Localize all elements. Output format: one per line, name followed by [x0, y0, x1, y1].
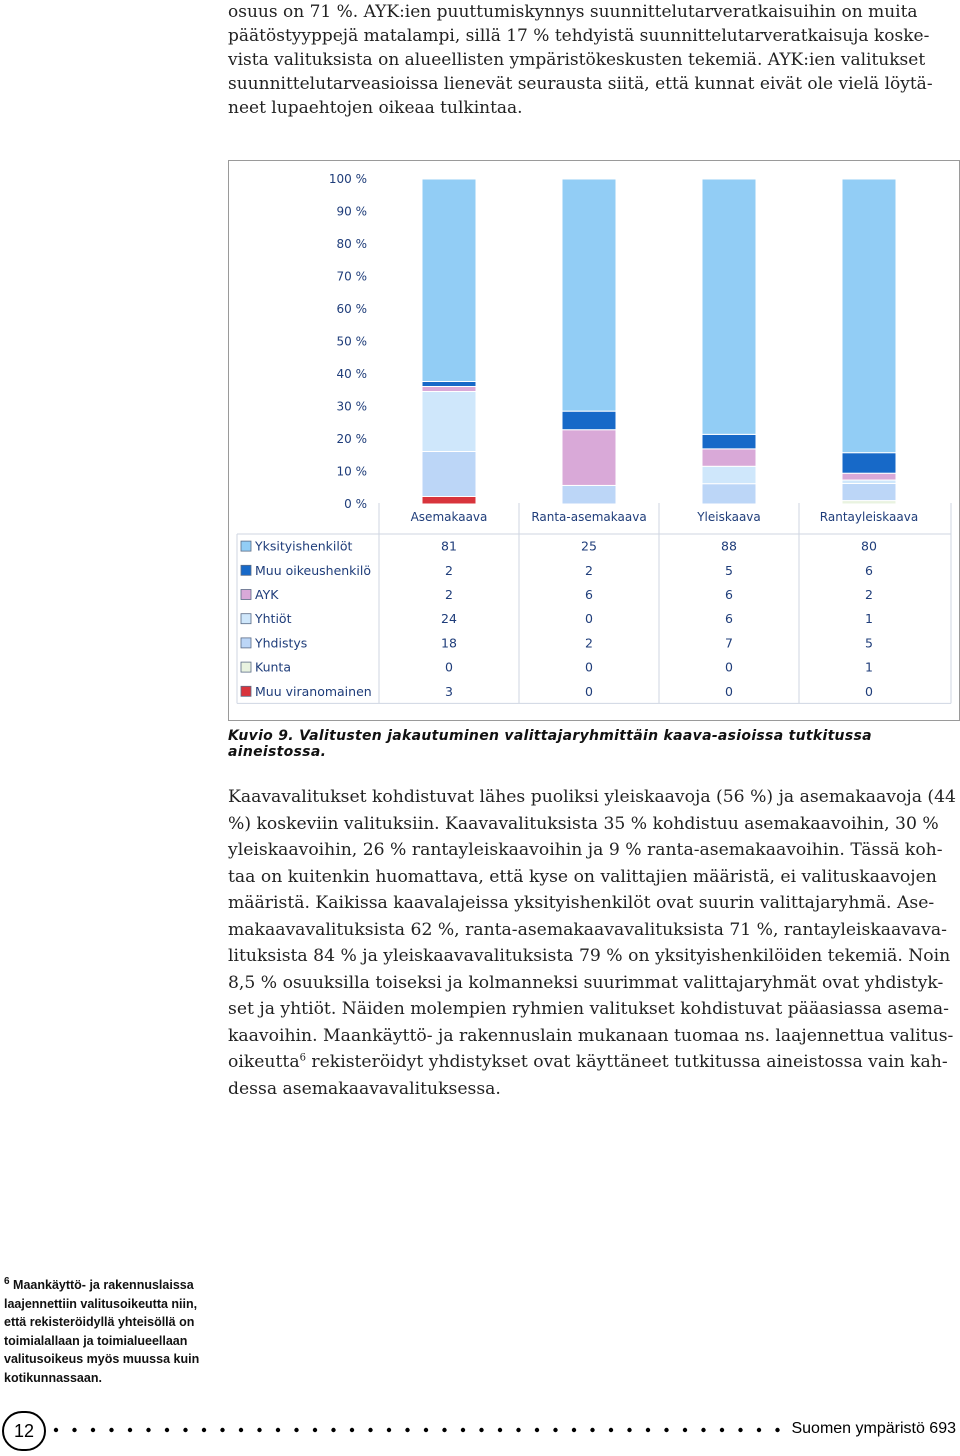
leader-dot: [498, 1428, 502, 1432]
leader-dot: [220, 1428, 224, 1432]
bar-segment: [702, 434, 756, 449]
footnote-line: kotikunnassaan.: [4, 1370, 102, 1385]
body-line: lituksista 84 % ja yleiskaavavalituksista 79 % on yksityishenkilöiden tekemiä. Noin: [228, 946, 951, 966]
bar-segment: [702, 449, 756, 466]
leader-dot: [757, 1428, 761, 1432]
legend-label: Kunta: [255, 659, 291, 675]
leader-dot: [294, 1428, 298, 1432]
stacked-bar-chart: [229, 161, 959, 720]
chart-figure: [228, 160, 960, 721]
table-value: 3: [445, 683, 453, 699]
bar-segment: [562, 430, 616, 486]
bar-segment: [562, 485, 616, 504]
body-line: kaavoihin. Maankäyttö- ja rakennuslain mukanaan tuomaa ns. laajennettua valitus-: [228, 1025, 954, 1046]
legend-label: Yhdistys: [255, 635, 308, 651]
legend-swatch: [241, 590, 251, 600]
leader-dot: [109, 1428, 113, 1432]
bar-segment: [842, 473, 896, 480]
bar-segment: [422, 382, 476, 387]
leader-dot: [664, 1428, 668, 1432]
bar-segment: [842, 483, 896, 500]
leader-dot: [646, 1428, 650, 1432]
table-value: 25: [581, 538, 597, 554]
publication-title: Suomen ympäristö 693: [791, 1420, 956, 1437]
leader-dot: [405, 1428, 409, 1432]
leader-dot: [387, 1428, 391, 1432]
y-tick-label: 10 %: [336, 464, 367, 479]
bar-segment: [422, 452, 476, 497]
leader-dot: [202, 1428, 206, 1432]
category-label: Rantayleiskaava: [819, 510, 919, 524]
bar-segment: [702, 179, 756, 434]
table-value: 88: [721, 538, 737, 554]
leader-dot: [738, 1428, 742, 1432]
y-tick-label: 90 %: [336, 204, 367, 219]
leader-dot: [720, 1428, 724, 1432]
legend-label: Muu viranomainen: [255, 683, 372, 699]
table-value: 24: [441, 611, 457, 627]
intro-line: vista valituksista on alueellisten ympäristökeskusten tekemiä. AYK:ien valitukset: [228, 50, 926, 70]
footnote-line: että rekisteröidyllä yhteisöllä on: [4, 1315, 195, 1329]
legend-swatch: [241, 686, 251, 696]
table-value: 6: [585, 587, 593, 602]
y-tick-label: 50 %: [336, 334, 367, 349]
legend-swatch: [241, 614, 251, 624]
y-tick-label: 80 %: [336, 237, 367, 251]
y-tick-label: 0 %: [344, 497, 367, 511]
footnote-line: [4, 1276, 214, 1295]
body-line: taa on kuitenkin huomattava, että kyse on valittajien määristä, ei valituskaavojen: [228, 866, 937, 887]
leader-dot: [590, 1428, 594, 1432]
legend-label: Yksityishenkilöt: [255, 538, 353, 554]
figure-caption: Kuvio 9. Valitusten jakautuminen valittajaryhmittäin kaava-asioissa tutkitussa aineistossa.: [228, 728, 872, 760]
bar-segment: [422, 497, 476, 505]
table-value: 2: [585, 635, 593, 651]
leader-dot: [442, 1428, 446, 1432]
table-value: 2: [445, 562, 453, 578]
intro-line: päätöstyyppejä matalampi, sillä 17 % tehdyistä suunnittelutarveratkaisuja koske-: [228, 26, 930, 46]
table-value: 0: [725, 683, 733, 699]
legend-swatch: [241, 541, 251, 551]
table-value: 0: [585, 659, 593, 675]
table-value: 7: [725, 635, 733, 651]
leader-dot: [72, 1428, 76, 1432]
leader-dot: [54, 1428, 58, 1432]
y-tick-label: 20 %: [336, 432, 367, 446]
y-tick-label: 30 %: [336, 399, 367, 414]
body-line: set ja yhtiöt. Näiden molempien ryhmien valitukset kohdistuvat pääasiassa asema-: [228, 999, 949, 1019]
table-value: 6: [865, 562, 873, 578]
legend-swatch: [241, 565, 251, 575]
table-value: 18: [441, 635, 457, 651]
bar-segment: [422, 179, 476, 382]
legend-swatch: [241, 662, 251, 672]
bar-segment: [702, 466, 756, 483]
leader-dot: [479, 1428, 483, 1432]
leader-dot: [257, 1428, 261, 1432]
table-value: 0: [445, 659, 453, 675]
body-line: 8,5 % osuuksilla toiseksi ja kolmanneksi suurimmat valittajaryhmät ovat yhdistyk-: [228, 972, 944, 993]
category-label: Ranta-asemakaava: [531, 510, 647, 524]
leader-dot: [609, 1428, 613, 1432]
leader-dot: [701, 1428, 705, 1432]
intro-line: suunnittelutarveasioissa lienevät seurausta siitä, että kunnat eivät ole vielä löytä-: [228, 74, 933, 94]
leader-dot: [350, 1428, 354, 1432]
intro-paragraph: [228, 0, 960, 120]
leader-dot: [424, 1428, 428, 1432]
leader-dot: [313, 1428, 317, 1432]
bar-segment: [562, 179, 616, 411]
bar-segment: [422, 392, 476, 452]
table-value: 0: [585, 611, 593, 627]
y-tick-label: 100 %: [328, 172, 367, 186]
table-value: 2: [445, 587, 453, 602]
table-value: 0: [865, 683, 873, 699]
leader-dot: [331, 1428, 335, 1432]
y-tick-label: 40 %: [336, 367, 367, 381]
legend-swatch: [241, 638, 251, 648]
footnote-reference[interactable]: 6: [299, 1052, 306, 1064]
footnote-line: toimialallaan ja toimialueellaan: [4, 1333, 188, 1348]
table-value: 2: [585, 562, 593, 578]
table-value: 80: [861, 538, 877, 554]
footnote-line: laajennettiin valitusoikeutta niin,: [4, 1296, 198, 1311]
leader-dot: [276, 1428, 280, 1432]
leader-dot: [683, 1428, 687, 1432]
bar-segment: [842, 179, 896, 453]
bar-segment: [842, 480, 896, 483]
body-line: makaavavalituksista 62 %, ranta-asemakaavavalituksista 71 %, rantayleiskaavava-: [228, 919, 947, 940]
body-line: dessa asemakaavavalituksessa.: [228, 1078, 501, 1099]
body-text: oikeutta: [228, 1052, 300, 1072]
table-value: 0: [725, 659, 733, 675]
footnote-number: 6: [4, 1275, 10, 1287]
leader-dot: [368, 1428, 372, 1432]
footnote: [4, 1276, 214, 1387]
intro-line: neet lupaehtojen oikeaa tulkintaa.: [228, 98, 523, 118]
leader-dot: [553, 1428, 557, 1432]
body-line: yleiskaavoihin, 26 % rantayleiskaavoihin ja 9 % ranta-asemakaavoihin. Tässä koh-: [228, 840, 943, 860]
leader-dot: [461, 1428, 465, 1432]
leader-dot: [165, 1428, 169, 1432]
leader-dot: [627, 1428, 631, 1432]
table-value: 1: [865, 659, 873, 675]
table-value: 1: [865, 611, 873, 627]
leader-dot: [572, 1428, 576, 1432]
table-value: 5: [865, 635, 873, 651]
category-label: Yleiskaava: [697, 510, 761, 524]
body-paragraph: [228, 784, 960, 1102]
table-value: 6: [725, 611, 733, 627]
table-value: 5: [725, 562, 733, 578]
table-value: 81: [441, 538, 457, 554]
table-value: 0: [585, 683, 593, 699]
footnote-text: Maankäyttö- ja rakennuslaissa: [9, 1278, 194, 1292]
body-line: määristä. Kaikissa kaavalajeissa yksityishenkilöt ovat suurin valittajaryhmä. Ase-: [228, 893, 935, 913]
body-line: Kaavavalitukset kohdistuvat lähes puoliksi yleiskaavoja (56 %) ja asemakaavoja (44: [228, 787, 956, 807]
leader-dot: [91, 1428, 95, 1432]
bar-segment: [702, 484, 756, 504]
leader-dot: [516, 1428, 520, 1432]
page-number: 12: [2, 1411, 46, 1451]
table-value: 2: [865, 587, 873, 602]
bar-segment: [562, 411, 616, 430]
body-line: %) koskeviin valituksiin. Kaavavalituksista 35 % kohdistuu asemakaavoihin, 30 %: [228, 813, 939, 834]
legend-label: AYK: [255, 587, 279, 602]
body-line: [228, 1049, 960, 1076]
leader-dot: [128, 1428, 132, 1432]
leader-dot: [775, 1428, 779, 1432]
footnote-line: valitusoikeus myös muussa kuin: [4, 1352, 200, 1366]
legend-label: Muu oikeushenkilö: [255, 562, 372, 578]
y-tick-label: 60 %: [336, 302, 367, 316]
bar-segment: [842, 453, 896, 474]
footer-dot-leader: [52, 1425, 792, 1435]
leader-dot: [146, 1428, 150, 1432]
y-tick-label: 70 %: [336, 269, 367, 284]
body-text: rekisteröidyt yhdistykset ovat käyttäneet tutkitussa aineistossa vain kah-: [305, 1052, 948, 1072]
category-label: Asemakaava: [410, 510, 488, 524]
bar-segment: [422, 387, 476, 392]
leader-dot: [239, 1428, 243, 1432]
intro-line: osuus on 71 %. AYK:ien puuttumiskynnys suunnittelutarveratkaisuihin on muita: [228, 2, 918, 22]
legend-label: Yhtiöt: [255, 611, 292, 627]
bar-segment: [842, 501, 896, 504]
leader-dot: [183, 1428, 187, 1432]
table-value: 6: [725, 587, 733, 602]
leader-dot: [535, 1428, 539, 1432]
